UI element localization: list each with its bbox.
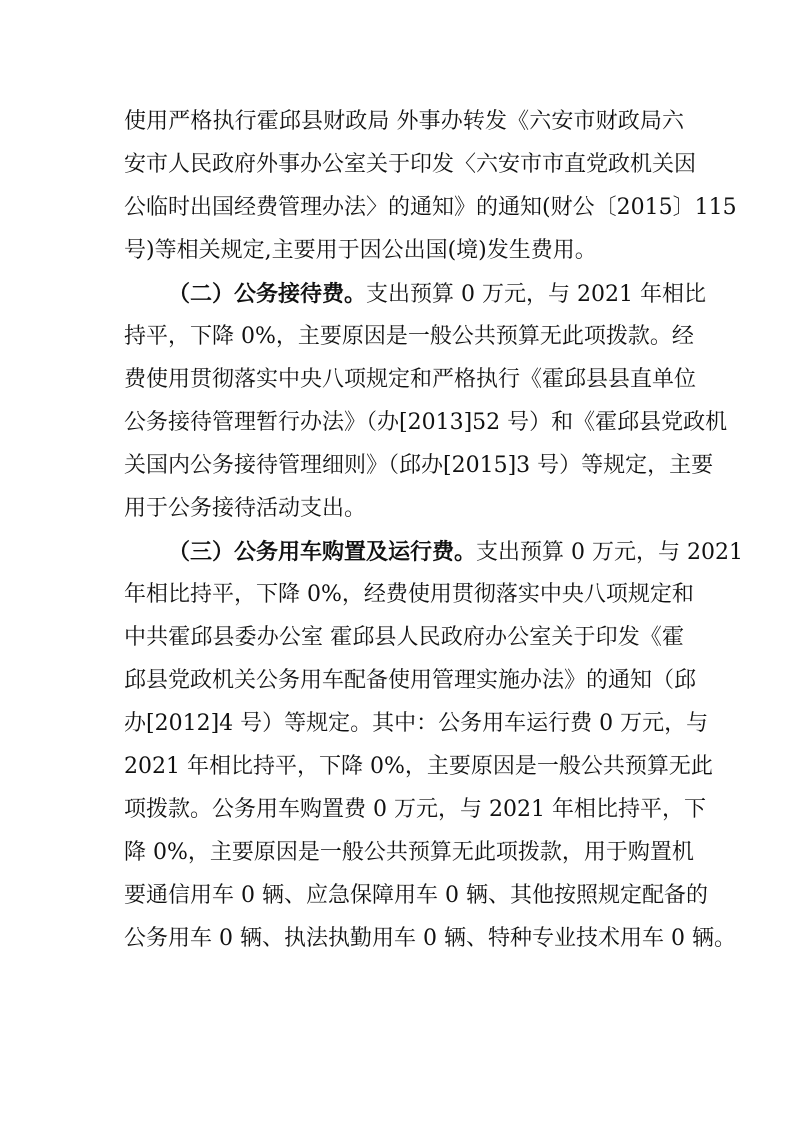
paragraph-1-line-1: 使用严格执行霍邱县财政局 外事办转发《六安市财政局六 bbox=[124, 109, 684, 134]
paragraph-2-line-3: 费使用贯彻落实中央八项规定和严格执行《霍邱县县直单位 bbox=[124, 367, 697, 392]
paragraph-3-line-8: 降 0%，主要原因是一般公共预算无此项拨款，用于购置机 bbox=[124, 840, 694, 865]
paragraph-3-line-3: 中共霍邱县委办公室 霍邱县人民政府办公室关于印发《霍 bbox=[124, 625, 684, 650]
section-heading-vehicles: （三）公务用车购置及运行费。 bbox=[168, 539, 477, 565]
paragraph-1-line-3: 公临时出国经费管理办法〉的通知》的通知(财公〔2015〕115 bbox=[124, 195, 737, 220]
paragraph-2-line-2: 持平，下降 0%，主要原因是一般公共预算无此项拨款。经 bbox=[124, 324, 694, 349]
paragraph-3-line-5: 办[2012]4 号）等规定。其中：公务用车运行费 0 万元，与 bbox=[124, 711, 709, 736]
paragraph-3-line-2: 年相比持平，下降 0%，经费使用贯彻落实中央八项规定和 bbox=[124, 582, 694, 607]
section-heading-reception: （二）公务接待费。 bbox=[168, 281, 367, 307]
paragraph-2-line-5: 关国内公务接待管理细则》（邱办[2015]3 号）等规定，主要 bbox=[124, 453, 714, 478]
paragraph-2-line-6: 用于公务接待活动支出。 bbox=[124, 496, 367, 521]
paragraph-2-line-4: 公务接待管理暂行办法》（办[2013]52 号）和《霍邱县党政机 bbox=[124, 410, 728, 435]
paragraph-2-line-1-text: 支出预算 0 万元，与 2021 年相比 bbox=[366, 282, 706, 307]
paragraph-3-line-9: 要通信用车 0 辆、应急保障用车 0 辆、其他按照规定配备的 bbox=[124, 883, 708, 908]
paragraph-2-line-1 bbox=[168, 276, 706, 312]
paragraph-3-line-6: 2021 年相比持平，下降 0%，主要原因是一般公共预算无此 bbox=[124, 754, 713, 779]
paragraph-1-line-2: 安市人民政府外事办公室关于印发〈六安市市直党政机关因 bbox=[124, 152, 697, 177]
paragraph-3-line-7: 项拨款。公务用车购置费 0 万元，与 2021 年相比持平，下 bbox=[124, 797, 706, 822]
paragraph-3-line-10: 公务用车 0 辆、执法执勤用车 0 辆、特种专业技术用车 0 辆。 bbox=[124, 926, 736, 951]
paragraph-3-line-1-text: 支出预算 0 万元，与 2021 bbox=[476, 540, 743, 565]
paragraph-1-line-4: 号)等相关规定,主要用于因公出国(境)发生费用。 bbox=[124, 238, 597, 263]
paragraph-3-line-4: 邱县党政机关公务用车配备使用管理实施办法》的通知（邱 bbox=[124, 668, 697, 693]
paragraph-3-line-1 bbox=[168, 534, 743, 570]
